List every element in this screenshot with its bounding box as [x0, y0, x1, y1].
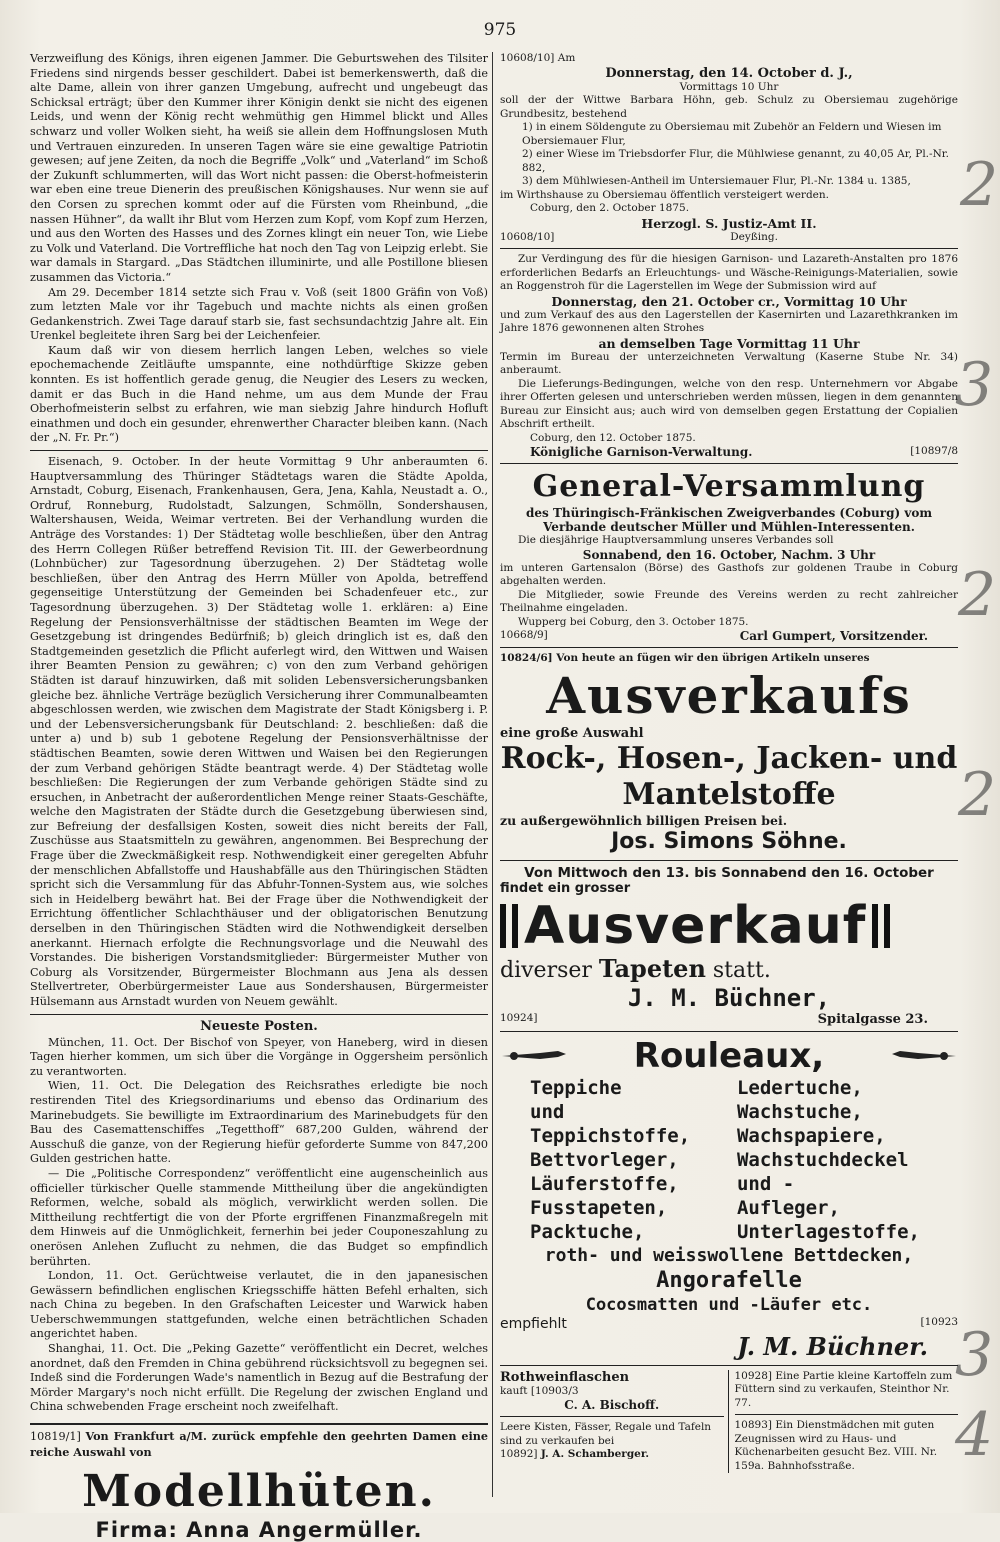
rouleaux-item: Fusstapeten,	[530, 1196, 668, 1219]
rouleaux-item: Ledertuche,	[736, 1076, 863, 1099]
garrison-date: an demselben Tage Vormittag 11 Uhr	[598, 335, 860, 351]
left-column	[30, 52, 488, 1542]
buechner-title: Ausverkauf	[524, 895, 867, 956]
ad-text: kauft	[500, 1384, 528, 1397]
garrison-ref: [10897/8	[910, 445, 958, 457]
ad-ref: 10893]	[734, 1419, 772, 1431]
buechner-address: Spitalgasse 23.	[817, 1011, 928, 1027]
ad-title: Rothweinflaschen	[500, 1369, 630, 1385]
general-assembly-notice	[500, 468, 958, 643]
ad-ref: 10892]	[500, 1448, 538, 1460]
simons-title: Ausverkaufs	[546, 665, 912, 725]
general-text: Die Mitglieder, sowie Freunde des Vereins werden zu recht zahlreicher Theilnahme eingeladen.	[500, 588, 958, 614]
news-item: — Die „Politische Correspondenz“ veröffentlicht eine augenscheinlich aus officieller türkischer Quelle stammende Mittheilung über die angekündigten Reformen, welche, sobald als möglich, verwirklicht werden sollen. Die Mittheilung rechtfertigt die von der Pforte ergriffenen Finanzmaßregeln mit dem Hinweis auf die Unmöglichkeit, fernerhin bei jeder Couponeszahlung zu onerösen Anlehen Zuflucht zu nehmen, die das Budget so empfindlich berührten.	[30, 1166, 488, 1268]
rouleaux-item: Wachstuchdeckel	[736, 1148, 909, 1171]
rouleaux-line: Angorafelle	[656, 1267, 802, 1293]
divider	[500, 1416, 724, 1417]
garrison-place-date: Coburg, den 12. October 1875.	[530, 431, 696, 444]
general-subtitle: Verbande deutscher Müller und Mühlen-Interessenten.	[543, 520, 915, 534]
general-text: Die diesjährige Hauptversammlung unseres Verbandes soll	[518, 534, 834, 546]
auction-place-date: Coburg, den 2. October 1875.	[530, 202, 690, 214]
rouleaux-item: Wachstuche,	[736, 1100, 863, 1123]
ad-ref: 10928]	[734, 1369, 772, 1382]
divider	[500, 647, 958, 648]
bar-mark	[872, 904, 878, 948]
garrison-date: Donnerstag, den 21. October cr., Vormittag 10 Uhr	[551, 293, 907, 309]
divider	[500, 248, 958, 249]
column-divider	[492, 52, 493, 1497]
buechner-text: statt.	[712, 957, 771, 983]
rouleaux-item: Bettvorleger,	[530, 1148, 679, 1171]
rouleaux-item: Wachspapiere,	[736, 1124, 886, 1147]
divider	[30, 1423, 488, 1425]
modell-ad-intro	[30, 1429, 488, 1460]
rouleaux-line: roth- und weisswollene Bettdecken,	[544, 1244, 914, 1266]
buechner-firm: J. M. Büchner,	[627, 983, 831, 1012]
news-item: München, 11. Oct. Der Bischof von Speyer, von Haneberg, wird in diesen Tagen hierher kommen, um sich über die Vorgänge in Oggersheim persönlich zu verantworten.	[30, 1035, 488, 1078]
buechner-sale-ad	[500, 865, 958, 1027]
handwritten-mark: 3	[955, 1320, 994, 1390]
bar-mark	[884, 904, 890, 948]
ad-text: Leere Kisten, Fässer, Regale und Tafeln sind zu verkaufen bei	[500, 1421, 712, 1447]
rouleaux-item: Läuferstoffe,	[530, 1172, 679, 1195]
general-text: im unteren Gartensalon (Börse) des Gasthofs zur goldenen Traube in Coburg abgehalten werden.	[500, 561, 958, 587]
ad-line	[735, 1419, 959, 1473]
ad-ref: [10903/3	[530, 1384, 579, 1397]
garrison-text: und zum Verkauf des aus den Lagerstellen der Kasernirten und Lazarethkranken im Jahre 1876 gewonnenen alten Strohes	[500, 308, 958, 334]
rouleaux-empf: empfiehlt	[500, 1315, 567, 1332]
handwritten-mark: 2	[958, 760, 997, 830]
divider	[500, 463, 958, 464]
divider	[500, 1365, 958, 1366]
article-paragraph: Verzweiflung des Königs, ihren eigenen Jammer. Die Geburtswehen des Tilsiter Friedens sind nirgends besser geschildert. Dabei ist bemerkenswerth, daß die alte Dame, allein von ihrer ganzen Umgebung, aufrecht und ungebeugt das Schicksal erträgt; über den Kummer ihrer Königin denkt sie nicht des eigenen Leids, und wenn der König recht wehmüthig gen Himmel blickt und Alles schwarz und voller Wolken sieht, ha weiß sie allein dem Hoffnungslosen Muth und Vertrauen einzureden. In unseren Tagen wäre sie eine gewaltige Patriotin gewesen; auf jene Zeiten, da noch die Begriffe „Volk“ und „Vaterland“ im Schoß der Zukunft schlummerten, will das Wort nicht passen: die Oberst-hofmeisterin war eben eine treue Dienerin des preußischen Königshauses. Nur wenn sie auf den Corsen zu sprechen kommt oder auf die Fürsten vom Rheinbund, „die nassen Hühner“, da wallt ihr Blut vom Herzen zum Kopf, vom Kopf zum Herzen, und aus den Worten des Hasses und des Zornes klingt ein neuer Ton, wie Liebe zu Volk und Vaterland. Die Vortreffliche hat noch den Tag von Leipzig erlebt. Sie war damals in Stargard. „Das Städtchen illuminirte, und alle Postillone bliesen zusammen das Victoria.“	[30, 52, 488, 284]
buechner-text: Tapeten	[598, 953, 706, 983]
ad-line	[735, 1370, 959, 1411]
right-column	[500, 52, 958, 1502]
rouleaux-item: Packtuche,	[530, 1220, 645, 1243]
rouleaux-item: und -Aufleger,	[736, 1172, 840, 1219]
buechner-line3	[500, 953, 958, 984]
ad-intro-text: Von Frankfurt a/M. zurück empfehle den geehrten Damen eine reiche Auswahl von	[30, 1429, 488, 1459]
rouleaux-item: Unterlagestoffe,	[736, 1220, 920, 1243]
page-number: 975	[483, 20, 517, 40]
simons-intro-text: Von heute an fügen wir den übrigen Artikeln unseres	[556, 652, 870, 664]
divider	[30, 1014, 488, 1015]
rouleaux-title: Rouleaux,	[633, 1035, 825, 1076]
small-ads-left	[500, 1370, 729, 1474]
garrison-footer	[500, 445, 958, 459]
simons-ad	[500, 652, 958, 856]
auction-item: 2) einer Wiese im Triebsdorfer Flur, die Mühlwiese genannt, zu 40,05 Ar, Pl.-Nr. 882,	[522, 148, 949, 174]
auction-authority: Herzogl. S. Justiz-Amt II.	[641, 215, 817, 231]
rouleaux-line: Cocosmatten und -Läufer etc.	[585, 1294, 873, 1315]
ad-line	[500, 1448, 724, 1462]
eisenach-article: Eisenach, 9. October. In der heute Vormittag 9 Uhr anberaumten 6. Hauptversammlung des Thüringer Städtetags waren die Städte Apolda, Arnstadt, Coburg, Eisenach, Frankenhausen, Gera, Jena, Kahla, Neustadt a. O., Ordruf, Ronneburg, Rudolstadt, Salzungen, Schmölln, Sondershausen, Waltershausen, Weida, Weimar vertreten. Bei der Verhandlung wurden die Anträge des Vorstandes: 1) Der Städtetag wolle beschließen, über den Antrag des Herrn Collegen Rüßer betreffend Revision Tit. III. der Gewerbeordnung (Lohnbücher) zur Tagesordnung überzugehen. 2) Der Städtetag wolle beschließen, über den Antrag des Herrn Müller von Apolda, betreffend gegenseitige Unterstützung der Gemeinden bei Schadenfeuer etc., zur Tagesordnung überzugehen. 3) Der Städtetag wolle 1. erklären: a) Eine Regelung der Pensionsverhältnisse der städtischen Beamten im Wege der Gesetzgebung ist dringendes Bedürfniß; b) gleich dringlich ist es, daß den Stadtgemeinden gesetzlich die Pflicht auferlegt wird, den Wittwen und Waisen ihrer Beamten Pension zu gewähren; c) von den zum Verband gehörigen Städten ist darauf hinzuwirken, daß mit soliden Lebensversicherungsbanken gleiche bez. ähnliche Verträge bezüglich Versicherung ihrer Communalbeamten abgeschlossen werden, wie zwischen dem Magistrate der Stadt Königsberg i. P. und der Lebensversicherungsbank für Deutschland: 2. beschließen: daß die unter a) und b) sub 1 gebotene Regelung der Pensionsverhältnisse der städtischen Beamten, sowie deren Wittwen und Waisen bei den Regierungen der zum Verband gehörigen Städte beantragt werde. 4) Der Städtetag wolle beschließen: Die Regierungen der zum Verbande gehörigen Städte sind zu ersuchen, in Anbetracht der außerordentlichen Menge reiner Staats-Geschäfte, welche den Magistraten der Städte durch die Gesetzgebung überwiesen sind, zur Befreiung der desfallsigen Kosten, soweit dies nicht bereits der Fall, Zuschüsse aus Staatsmitteln zu gewähren, angenommen. Bei Besprechung der Frage über die Zweckmäßigkeit resp. Nothwendigkeit einer geregelten Abfuhr der menschlichen Abfallstoffe und Haushabfälle aus den Thüringischen Städten spricht sich die Versammlung für das Abfuhr-Tonnen-System aus, wie solches sich in Heidelberg bewährt hat. Bei der Frage über die Nothwendigkeit der Errichtung öffentlicher Schlachthäuser und der obligatorischen Benutzung derselben in den Thüringischen Städten wird die Nothwendigkeit derselben anerkannt. Hiernach erfolgte die Rechnungsvorlage und die Neuwahl des Vorstandes. Die bisherigen Vorstandsmitglieder: Bürgermeister Muther von Coburg als Vorsitzender, Bürgermeister Blochmann aus Jena als dessen Stellvertreter, Oberbürgermeister Laue aus Sondershausen, Bürgermeister Hülsemann aus Arnstadt wurden von Neuem gewählt.	[30, 455, 488, 1008]
buechner-ref: 10924]	[500, 1011, 538, 1024]
simons-line: eine große Auswahl	[500, 725, 644, 741]
modell-ad-firm: Firma: Anna Angermüller.	[95, 1518, 423, 1542]
auction-text: im Wirthshause zu Obersiemau öffentlich versteigert werden.	[500, 188, 829, 201]
buechner-text: diverser	[500, 957, 592, 983]
news-item: London, 11. Oct. Gerüchtweise verlautet, die in den japanesischen Gewässern befindlichen englischen Kriegsschiffe hätten Befehl erhalten, sich nach China zu begeben. In den Grafschaften Leicester und Warwick haben Ueberschwemmungen stattgefunden, welche einen beträchtlichen Schaden angerichtet haben.	[30, 1269, 488, 1341]
general-ref: 10668/9]	[500, 629, 548, 641]
simons-line: zu außergewöhnlich billigen Preisen bei.	[500, 812, 788, 828]
news-item: Wien, 11. Oct. Die Delegation des Reichsrathes erledigte bie noch restirenden Titel des Kriegsordinariums und ebenso das Ordinarium des Marinebudgets. Sie bewilligte im Extraordinarium des Marinebudgets für den Bau des Casemattenschiffes „Tegetthoff“ 687,200 Gulden, während der Ausschuß die ganze, von der Regierung hiefür geforderte Summe von 847,200 Gulden gestrichen hatte.	[30, 1079, 488, 1166]
auction-ref: 10608/10] Am	[500, 52, 576, 64]
ad-text: Eine Partie kleine Kartoffeln zum Füttern sind zu verkaufen, Steinthor Nr. 77.	[734, 1369, 953, 1409]
news-item: Shanghai, 11. Oct. Die „Peking Gazette“ veröffentlicht ein Decret, welches anordnet, daß den Fremden in China gebührend rücksichtsvoll zu begegnen sei. Indeß sind die Forderungen Wade's namentlich in Bezug auf die Bestrafung der Mörder Margary's noch nicht erfüllt. Die Regelung der zwischen England und China schwebenden Frage erscheint noch zweifelhaft.	[30, 1342, 488, 1414]
simons-ref: 10824/6]	[500, 652, 553, 664]
garrison-text: Zur Verdingung des für die hiesigen Garnison- und Lazareth-Anstalten pro 1876 erforderlichen Bedarfs an Erleuchtungs- und Wäsche-Reinigungs-Materialien, sowie an Roggenstroh für die Lagerstellen im Wege der Submission wird auf	[500, 253, 958, 292]
rouleaux-grid	[500, 1076, 958, 1244]
divider	[30, 450, 488, 451]
auction-notice	[500, 52, 958, 244]
pointing-hand-icon	[500, 1047, 570, 1065]
auction-text: soll der der Wittwe Barbara Höhn, geb. Schulz zu Obersiemau zugehörige Grundbesitz, bestehend	[500, 94, 958, 120]
auction-footer	[500, 231, 958, 245]
simons-firm: Jos. Simons Söhne.	[611, 828, 847, 854]
general-footer	[500, 629, 958, 643]
bar-mark	[512, 904, 518, 948]
handwritten-mark: 3	[955, 350, 994, 420]
buechner-footer	[500, 1012, 958, 1027]
rouleaux-ref: [10923	[920, 1315, 958, 1328]
buechner-dates: Von Mittwoch den 13. bis Sonnabend den 16. October	[524, 864, 934, 881]
divider	[500, 1031, 958, 1032]
garrison-authority: Königliche Garnison-Verwaltung.	[530, 445, 753, 459]
general-subtitle: des Thüringisch-Fränkischen Zweigverbandes (Coburg) vom	[525, 506, 933, 520]
modell-ad-title: Modellhüten.	[82, 1466, 436, 1518]
pointing-hand-icon	[888, 1047, 958, 1065]
divider	[500, 860, 958, 861]
news-heading: Neueste Posten.	[200, 1018, 318, 1034]
rouleaux-item: Teppichstoffe,	[530, 1124, 691, 1147]
handwritten-mark: 2	[958, 560, 997, 630]
general-place-date: Wupperg bei Coburg, den 3. October 1875.	[518, 615, 749, 628]
divider	[735, 1414, 959, 1415]
simons-items: Rock-, Hosen-, Jacken- und	[500, 740, 958, 776]
buechner-big-row	[500, 896, 958, 956]
rouleaux-footer	[500, 1316, 958, 1332]
auction-item: 3) dem Mühlwiesen-Antheil im Untersiemauer Flur, Pl.-Nr. 1384 u. 1385,	[522, 175, 911, 187]
handwritten-mark: 4	[955, 1400, 994, 1470]
garrison-notice	[500, 253, 958, 459]
ad-ref: 10819/1]	[30, 1430, 81, 1444]
ad-text: Ein Dienstmädchen mit guten Zeugnissen wird zu Haus- und Küchenarbeiten gesucht Bez. VIII. Nr. 159a. Bahnhofsstraße.	[734, 1419, 938, 1472]
simons-items: Mantelstoffe	[622, 776, 836, 812]
small-ads	[500, 1370, 958, 1474]
simons-intro	[500, 652, 958, 666]
general-signer: Carl Gumpert, Vorsitzender.	[739, 629, 928, 643]
rouleaux-left-list	[530, 1076, 721, 1244]
small-ads-right	[735, 1370, 959, 1474]
rouleaux-ad	[500, 1036, 958, 1361]
garrison-text: Die Lieferungs-Bedingungen, welche von den resp. Unternehmern vor Abgabe ihrer Offerten gelesen und unterschrieben werden müssen, liegen in dem genannten Bureau zur Einsicht aus; auch wird von demselben gegen Erstattung der Copialien Abschrift ertheilt.	[500, 377, 958, 430]
article-paragraph: Am 29. December 1814 setzte sich Frau v. Voß (seit 1800 Gräfin von Voß) zum letzten Male vor ihr Tagebuch und machte nichts als einen großen Gedankenstrich. Zwei Tage darauf starb sie, fast sechsundachtzig Jahre alt. Ein Urenkel begleitete ihren Sarg bei der Leichenfeier.	[30, 285, 488, 343]
bar-mark	[500, 904, 506, 948]
auction-ref: 10608/10]	[500, 230, 555, 243]
auction-signature: Deyßing.	[730, 230, 778, 243]
auction-item: 1) in einem Söldengute zu Obersiemau mit Zubehör an Feldern und Wiesen im Obersiemauer Flur,	[522, 121, 942, 147]
rouleaux-right-list	[737, 1076, 928, 1244]
buechner-line: findet ein grosser	[500, 880, 631, 896]
auction-date: Donnerstag, den 14. October d. J.,	[605, 65, 853, 81]
auction-time: Vormittags 10 Uhr	[679, 80, 779, 93]
general-title: General-Versammlung	[532, 469, 926, 504]
article-paragraph: Kaum daß wir von diesem herrlich langen Leben, welches so viele epochemachende Zeitläufte umspannte, eine nothdürftige Skizze geben konnten. Es ist hoffentlich gerade genug, die Neugier des Lesers zu wecken, damit er das Buch in die Hand nehme, um aus dem Munde der Frau Oberhofmeisterin selbst zu erfahren, wie man siebzig Jahre hindurch Hofluft einathmen und doch ein gesunder, ehrenwerther Character bleiben kann. (Nach der „N. Fr. Pr.“)	[30, 343, 488, 445]
garrison-text: Termin im Bureau der unterzeichneten Verwaltung (Kaserne Stube Nr. 34) anberaumt.	[500, 350, 958, 376]
rouleaux-item: Teppiche und	[530, 1076, 622, 1123]
ad-line	[500, 1385, 724, 1399]
rouleaux-firm: J. M. Büchner.	[737, 1331, 928, 1361]
rouleaux-header	[500, 1036, 958, 1076]
general-date: Sonnabend, den 16. October, Nachm. 3 Uhr	[582, 547, 876, 562]
handwritten-mark: 2	[960, 150, 999, 220]
ad-firm: J. A. Schamberger.	[540, 1448, 650, 1460]
ad-firm: C. A. Bischoff.	[564, 1398, 660, 1412]
